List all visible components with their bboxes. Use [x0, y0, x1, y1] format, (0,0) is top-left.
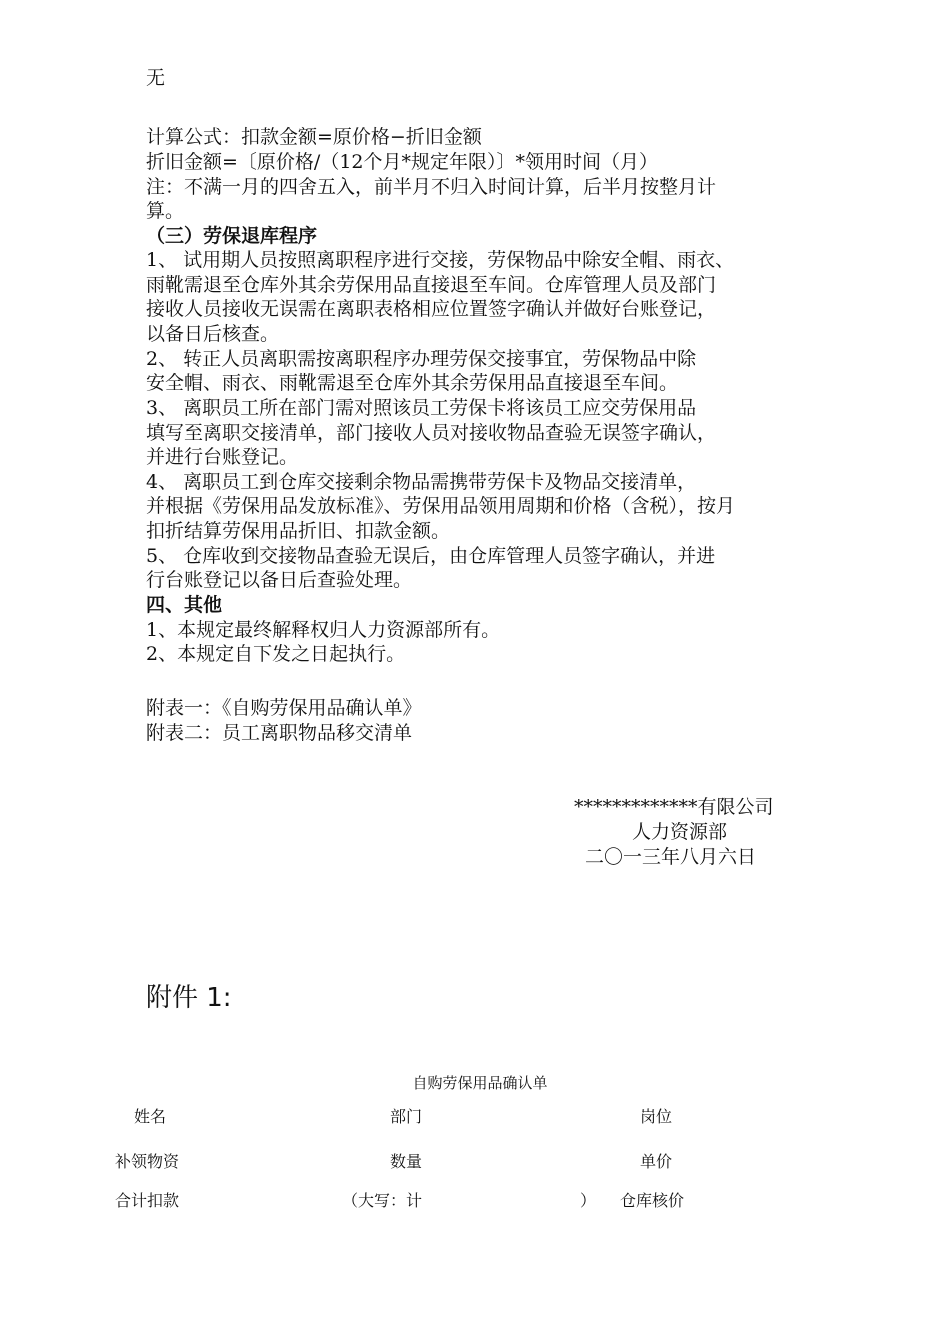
item-4-line-c: 扣折结算劳保用品折旧、扣款金额。 [146, 520, 451, 542]
header-word: 无 [146, 67, 166, 89]
section-3-heading: （三）劳保退库程序 [146, 225, 318, 247]
form-warehouse-check-label: 仓库核价 [620, 1191, 685, 1210]
note-line-1: 注：不满一月的四舍五入，前半月不归入时间计算，后半月按整月计 [146, 176, 717, 198]
formula-line-1: 计算公式：扣款金额=原价格−折旧金额 [146, 126, 482, 148]
formula-line-2: 折旧金额=〔原价格/（12个月*规定年限）〕*领用时间（月） [146, 151, 658, 173]
item-5-line-b: 行台账登记以备日后查验处理。 [146, 569, 413, 591]
appendix-line-1: 附表一：《自购劳保用品确认单》 [146, 697, 422, 719]
form-total-label: 合计扣款 [115, 1191, 180, 1210]
form-name-label: 姓名 [134, 1107, 167, 1126]
form-quantity-label: 数量 [390, 1152, 423, 1171]
item-2-line-b: 安全帽、雨衣、雨靴需退至仓库外其余劳保用品直接退至车间。 [146, 372, 679, 394]
form-unit-price-label: 单价 [640, 1152, 673, 1171]
item-3-line-c: 并进行台账登记。 [146, 446, 299, 468]
item-1-line-b: 雨靴需退至仓库外其余劳保用品直接退至车间。仓库管理人员及部门 [146, 274, 717, 296]
other-line-2: 2、本规定自下发之日起执行。 [146, 643, 406, 665]
item-4-line-b: 并根据《劳保用品发放标准》、劳保用品领用周期和价格（含税），按月 [146, 495, 736, 517]
signature-company: *************有限公司 [574, 796, 774, 818]
item-3-line-b: 填写至离职交接清单，部门接收人员对接收物品查验无误签字确认， [146, 422, 717, 444]
signature-date: 二〇一三年八月六日 [585, 846, 757, 868]
item-1-line-a: 1、 试用期人员按照离职程序进行交接，劳保物品中除安全帽、雨衣、 [146, 249, 735, 271]
item-1-line-c: 接收人员接收无误需在离职表格相应位置签字确认并做好台账登记， [146, 298, 717, 320]
form-dept-label: 部门 [390, 1107, 423, 1126]
item-4-line-a: 4、 离职员工到仓库交接剩余物品需携带劳保卡及物品交接清单， [146, 471, 697, 493]
form-uppercase-label: （大写：计 [342, 1191, 423, 1210]
form-close-paren: ） [580, 1191, 597, 1210]
form-item-label: 补领物资 [115, 1152, 180, 1171]
section-4-heading: 四、其他 [146, 594, 223, 616]
other-line-1: 1、本规定最终解释权归人力资源部所有。 [146, 619, 501, 641]
form-title: 自购劳保用品确认单 [412, 1074, 548, 1092]
item-5-line-a: 5、 仓库收到交接物品查验无误后，由仓库管理人员签字确认，并进 [146, 545, 716, 567]
signature-department: 人力资源部 [632, 821, 728, 843]
item-3-line-a: 3、 离职员工所在部门需对照该员工劳保卡将该员工应交劳保用品 [146, 397, 697, 419]
form-position-label: 岗位 [640, 1107, 673, 1126]
item-1-line-d: 以备日后核查。 [146, 323, 280, 345]
item-2-line-a: 2、 转正人员离职需按离职程序办理劳保交接事宜，劳保物品中除 [146, 348, 697, 370]
appendix-line-2: 附表二：员工离职物品移交清单 [146, 722, 413, 744]
attachment-label: 附件 1: [146, 983, 232, 1013]
note-line-2: 算。 [146, 200, 185, 222]
